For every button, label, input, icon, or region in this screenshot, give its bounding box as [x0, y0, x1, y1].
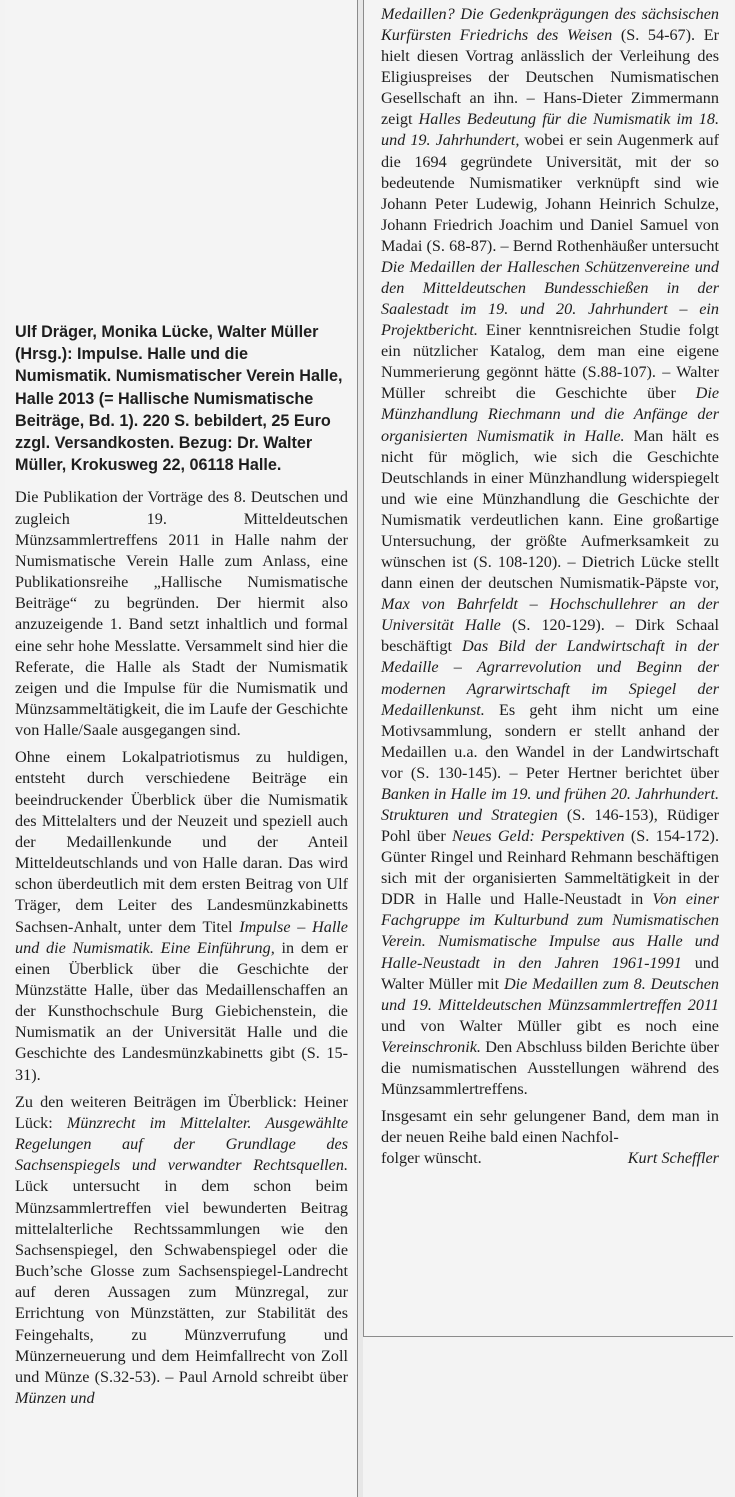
signature-line [381, 1148, 719, 1169]
left-column-content [15, 321, 348, 1415]
contribution-title-riechmann: Die Münzhandlung Riechmann und die Anfänge der organisierten Numismatik in Halle. [381, 384, 719, 445]
contributions-text-m: Den Abschluss bilden Berichte über die numismatischen Ausstellungen während des Münzsammlertreffens. [381, 1037, 719, 1098]
left-column [5, 0, 358, 1497]
contribution-title-muenzrecht: Münzrecht im Mittelalter. Ausgewählte Regelungen auf der Grundlage des Sachsenspiegels und verwandter Rechtsquellen. [15, 1113, 348, 1175]
contribution-title-arnold-part1: Münzen und [15, 1388, 95, 1407]
contributions-text-a: Zu den weiteren Beiträgen im Überblick: Heiner Lück: [15, 1092, 348, 1132]
paragraph-overview [15, 747, 348, 1086]
contributions-text-l: und von Walter Müller gibt es noch eine [381, 1016, 719, 1035]
contribution-title-neues-geld: Neues Geld: Perspektiven [452, 827, 625, 846]
contributions-text-f: Man hält es nicht für möglich, wie sich die Geschichte Deutschlands in einer Münzhandlung widerspiegelt und wie eine Münzhandlung die Geschichte der Numismatik verdeutlichen kann. Eine großartige Untersuchung, der größte Aufmerksamkeit zu wünschen ist (S. 108-120). – Dietrich Lücke stellt dann einen der deutschen Numismatik-Päpste vor, [381, 426, 719, 593]
conclusion-text-end: folger wünscht. [381, 1149, 482, 1168]
contributions-text-d: wobei er sein Augenmerk auf die 1694 gegründete Universität, mit der so bedeutende Numismatiker verknüpft sind wie Johann Peter Ludewig, Johann Heinrich Schulze, Johann Friedrich Joachim und Daniel Samuel von Madai (S. 68-87). – Bernd Rothenhäußer untersucht [381, 131, 719, 255]
contribution-title-bahrfeldt: Max von Bahrfeldt – Hochschullehrer an der Universität Halle [381, 595, 719, 635]
contributions-text-k: und Walter Müller mit [381, 953, 719, 993]
contributions-text-h: Es geht ihm nicht um eine Motivsammlung, sondern er stellt anhand der Medaillen u.a. den Wandel in der Landwirtschaft vor (S. 130-145). – Peter Hertner berichtet über [381, 700, 719, 782]
contribution-title-impulse: Impulse – Halle und die Numismatik. Eine Einführung, [15, 917, 348, 957]
paragraph-overview-text-b: in dem er einen Überblick über die Geschichte der Münzstätte Halle, über das Medaillenschaffen an der Kunsthochschule Burg Giebichenstein, die Numismatik an der Universität Halle und die Geschichte des Landesmünzkabinetts gibt (S. 15-31). [15, 938, 348, 1084]
contributions-text-c: (S. 54-67). Er hielt diesen Vortrag anlässlich der Verleihung des Eligiuspreises der Deutschen Numismatischen Gesellschaft an ihn. – Hans-Dieter Zimmermann zeigt [381, 26, 719, 129]
contribution-title-landwirtschaft: Das Bild der Landwirtschaft in der Medaille – Agrarrevolution und Beginn der modernen Agrarwirtschaft im Spiegel der Medaillenkunst. [381, 637, 719, 719]
paragraph-conclusion [381, 1106, 719, 1169]
paragraph-contributions-right [381, 4, 719, 1100]
contribution-title-banken: Banken in Halle im 19. und frühen 20. Jahrhundert. Strukturen und Strategien [381, 784, 719, 824]
paragraph-intro-text: Die Publikation der Vorträge des 8. Deutschen und zugleich 19. Mitteldeutschen Münzsammlertreffens 2011 in Halle nahm der Numismatische Verein Halle zum Anlass, eine Publikationsreihe „Hallische Numismatische Beiträge“ zu begründen. Der hiermit also anzuzeigende 1. Band setzt inhaltlich und formal eine sehr hohe Messlatte. Versammelt sind hier die Referate, die Halle als Stadt der Numismatik zeigen und die Impulse für die Numismatik und Münzsammeltätigkeit, die im Laufe der Geschichte von Halle/Saale ausgegangen sind. [15, 488, 348, 740]
contribution-title-zimmermann: Halles Bedeutung für die Numismatik im 18. und 19. Jahrhundert, [381, 110, 719, 150]
paragraph-intro [15, 487, 348, 741]
contribution-title-arnold-part2: Medaillen? Die Gedenkprägungen des sächsischen Kurfürsten Friedrichs des Weisen [381, 5, 719, 45]
contributions-text-j: (S. 154-172). Günter Ringel und Reinhard Rehmann beschäftigen sich mit der organisierten Sammeltätigkeit in der DDR in Halle und Halle-Neustadt in [381, 827, 719, 909]
right-column-content [381, 4, 719, 1175]
contribution-title-vereinschronik: Vereinschronik. [381, 1037, 481, 1056]
author-signature: Kurt Scheffler [627, 1149, 719, 1168]
paragraph-contributions-left [15, 1092, 348, 1409]
contribution-title-medaillen-2011: Die Medaillen zum 8. Deutschen und 19. Mitteldeutschen Münzsammlertreffen 2011 [381, 974, 719, 1014]
conclusion-text: Insgesamt ein sehr gelungener Band, dem man in der neuen Reihe bald einen Nachfol- [381, 1107, 719, 1147]
contribution-title-rothenhaeusser: Die Medaillen der Halleschen Schützenvereine und den Mitteldeutschen Bundesschießen in der Saalestadt im 19. und 20. Jahrhundert – ein Projektbericht. [381, 257, 719, 340]
contributions-text-e: Einer kenntnisreichen Studie folgt ein nützlicher Katalog, dem man eine eigene Nummerierung gegönnt hätte (S.88-107). – Walter Müller schreibt die Geschichte über [381, 321, 719, 403]
contributions-text-g: (S. 120-129). – Dirk Schaal beschäftigt [381, 616, 719, 656]
paragraph-overview-text-a: Ohne einem Lokalpatriotismus zu huldigen, entsteht durch verschiedene Beiträge ein beeindruckender Überblick über die Numismatik des Mittelalters und der Neuzeit und speziell auch der Medaillenkunde und der Anteil Mitteldeutschlands und von Halle daran. Das wird schon überdeutlich mit dem ersten Beitrag von Ulf Träger, dem Leiter des Landesmünzkabinetts Sachsen-Anhalt, unter dem Titel [15, 748, 348, 936]
right-column [363, 0, 733, 1337]
contributions-text-b: Lück untersucht in dem schon beim Münzsammlertreffen viel bewunderten Beitrag mittelalterliche Rechtssammlungen wie den Sachsenspiegel, den Schwabenspiegel oder die Buch’sche Glosse zum Sachsenspiegel-Landrecht auf deren Aussagen zum Münzregal, zur Errichtung von Münzstätten, zur Stabilität des Feingehalts, zu Münzverrufung und Münzerneuerung und dem Heimfallrecht von Zoll und Münze (S.32-53). – Paul Arnold schreibt über [15, 1177, 348, 1386]
contribution-title-fachgruppe: Von einer Fachgruppe im Kulturbund zum Numismatischen Verein. Numismatische Impulse aus Halle und Halle-Neustadt in den Jahren 1961-1991 [381, 890, 719, 972]
contributions-text-i: (S. 146-153), Rüdiger Pohl über [381, 805, 720, 846]
review-heading: Ulf Dräger, Monika Lücke, Walter Müller (Hrsg.): Impulse. Halle und die Numismatik. Numismatischer Verein Halle, Halle 2013 (= Hallische Numismatische Beiträge, Bd. 1). 220 S. bebildert, 25 Euro zzgl. Versandkosten. Bezug: Dr. Walter Müller, Krokusweg 22, 06118 Halle. [15, 323, 343, 475]
